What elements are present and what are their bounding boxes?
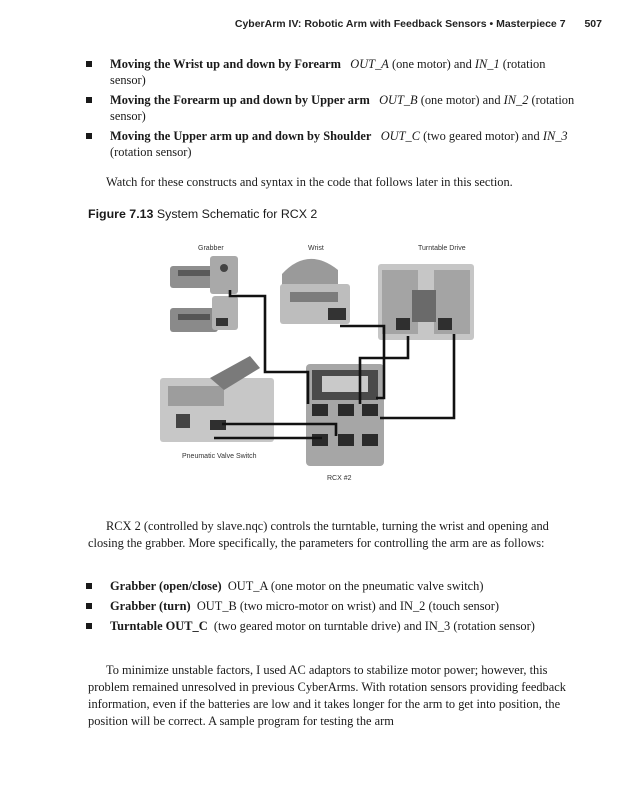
bullet-square-icon	[86, 603, 92, 609]
list-item: Grabber (open/close) OUT_A (one motor on the pneumatic valve switch)	[110, 578, 580, 594]
label-wrist: Wrist	[308, 245, 324, 252]
turntable-illustration	[378, 264, 474, 340]
bullet-square-icon	[86, 583, 92, 589]
closing-paragraph: To minimize unstable factors, I used AC adaptors to stabilize motor power; however, this problem remained unresolved in previous CyberArms. With rotation sensors providing feedback information, even if the batteries are low and it takes longer for the arm to get into position, the position will be correct. A sample program for testing the arm	[88, 663, 566, 728]
bullet-square-icon	[86, 61, 92, 67]
list-item: Moving the Upper arm up and down by Shoulder OUT_C (two geared motor) and IN_3 (rotation sensor)	[110, 128, 580, 160]
rcx-paragraph: RCX 2 (controlled by slave.nqc) controls the turntable, turning the wrist and opening and closing the grabber. More specifically, the parameters for controlling the arm are as follows:	[88, 519, 549, 550]
figure-caption	[88, 207, 317, 221]
schematic-drawing	[150, 238, 480, 488]
running-header	[0, 18, 602, 30]
list-item: Moving the Forearm up and down by Upper arm OUT_B (one motor) and IN_2 (rotation sensor)	[110, 92, 580, 124]
wrist-illustration	[280, 259, 350, 324]
arm-movement-list	[110, 56, 580, 164]
system-schematic-figure	[150, 238, 480, 488]
pneumatic-valve-illustration	[160, 356, 274, 442]
figure-title: System Schematic for RCX 2	[156, 207, 318, 221]
page-number: 507	[584, 18, 602, 30]
label-valve: Pneumatic Valve Switch	[182, 453, 257, 460]
bullet-square-icon	[86, 97, 92, 103]
label-turntable: Turntable Drive	[418, 245, 466, 252]
list-item: Grabber (turn) OUT_B (two micro-motor on wrist) and IN_2 (touch sensor)	[110, 598, 580, 614]
label-rcx: RCX #2	[327, 475, 352, 482]
running-title: CyberArm IV: Robotic Arm with Feedback Sensors	[234, 18, 487, 30]
list-item: Moving the Wrist up and down by Forearm OUT_A (one motor) and IN_1 (rotation sensor)	[110, 56, 580, 88]
header-separator: •	[489, 18, 494, 30]
rcx-parameter-list	[110, 578, 580, 638]
label-grabber: Grabber	[198, 245, 224, 252]
bullet-square-icon	[86, 623, 92, 629]
bullet-square-icon	[86, 133, 92, 139]
grabber-illustration	[170, 256, 238, 332]
header-section: Masterpiece 7	[496, 18, 566, 30]
list-item: Turntable OUT_C (two geared motor on turntable drive) and IN_3 (rotation sensor)	[110, 618, 580, 634]
watch-paragraph: Watch for these constructs and syntax in the code that follows later in this section.	[106, 175, 513, 189]
rcx-brick-illustration	[306, 364, 384, 466]
figure-number: Figure 7.13	[88, 207, 154, 221]
